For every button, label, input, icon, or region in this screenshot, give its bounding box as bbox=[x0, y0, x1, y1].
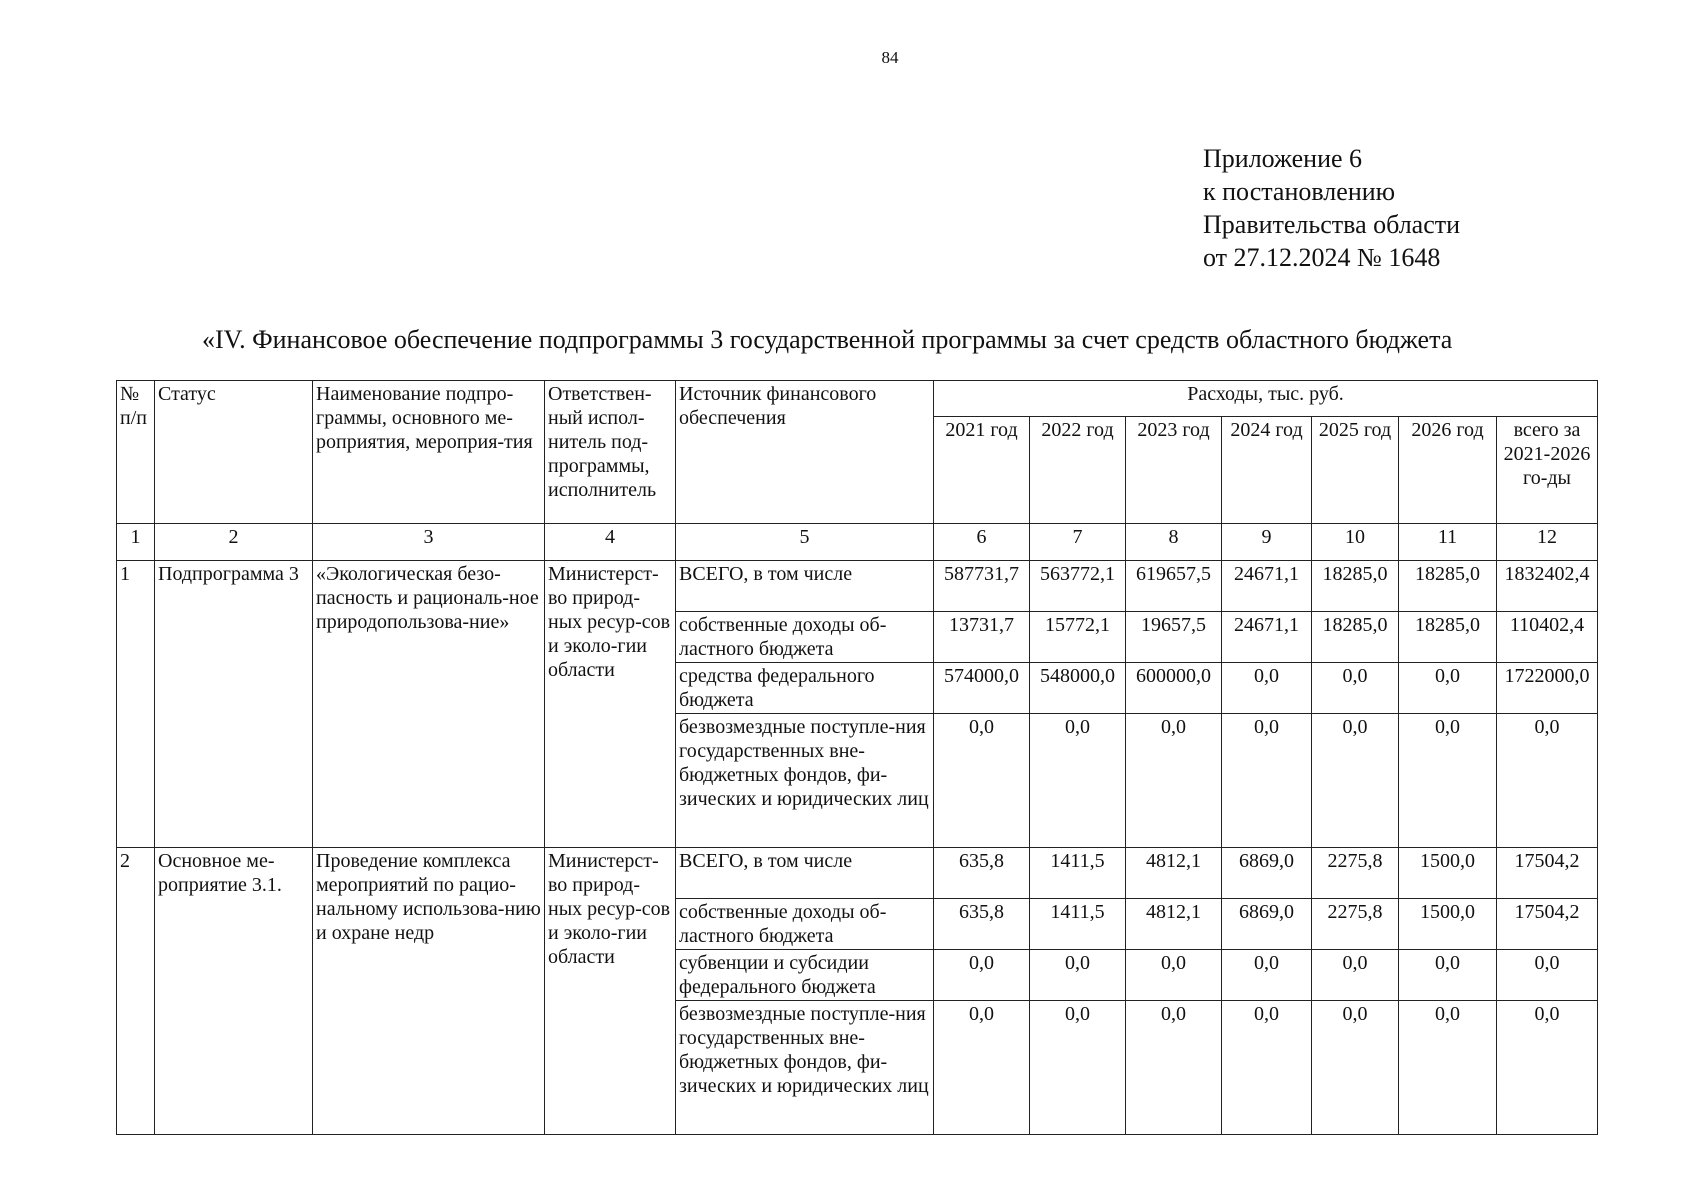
row-value: 0,0 bbox=[1312, 663, 1399, 714]
row-value: 574000,0 bbox=[934, 663, 1030, 714]
page-number: 84 bbox=[881, 48, 899, 67]
row-value: 635,8 bbox=[934, 899, 1030, 950]
row-value: 587731,7 bbox=[934, 561, 1030, 612]
header-year: 2022 год bbox=[1030, 417, 1126, 524]
row-number: 2 bbox=[117, 848, 155, 1135]
row-value: 600000,0 bbox=[1126, 663, 1222, 714]
row-value: 1411,5 bbox=[1030, 848, 1126, 899]
row-value: 17504,2 bbox=[1497, 848, 1598, 899]
row-value: 0,0 bbox=[1030, 1001, 1126, 1135]
row-source: безвозмездные поступле-ния государственных вне-бюджетных фондов, фи-зических и юридических лиц bbox=[676, 1001, 934, 1135]
row-value: 0,0 bbox=[1126, 714, 1222, 848]
row-source: собственные доходы об-ластного бюджета bbox=[676, 899, 934, 950]
header-year: 2023 год bbox=[1126, 417, 1222, 524]
header-year: 2025 год bbox=[1312, 417, 1399, 524]
row-value: 0,0 bbox=[1222, 950, 1312, 1001]
row-value: 1832402,4 bbox=[1497, 561, 1598, 612]
row-value: 110402,4 bbox=[1497, 612, 1598, 663]
column-index: 12 bbox=[1497, 524, 1598, 561]
header-col-status: Статус bbox=[155, 381, 313, 524]
row-value: 17504,2 bbox=[1497, 899, 1598, 950]
row-value: 0,0 bbox=[1497, 950, 1598, 1001]
row-value: 1500,0 bbox=[1399, 848, 1497, 899]
row-value: 0,0 bbox=[1497, 714, 1598, 848]
row-value: 0,0 bbox=[934, 950, 1030, 1001]
row-value: 19657,5 bbox=[1126, 612, 1222, 663]
column-index: 10 bbox=[1312, 524, 1399, 561]
row-value: 6869,0 bbox=[1222, 899, 1312, 950]
header-col-responsible: Ответствен-ный испол-нитель под-программы, исполнитель bbox=[545, 381, 676, 524]
column-index: 11 bbox=[1399, 524, 1497, 561]
row-value: 0,0 bbox=[1222, 714, 1312, 848]
header-col-no: № п/п bbox=[117, 381, 155, 524]
column-index: 3 bbox=[313, 524, 545, 561]
row-value: 1722000,0 bbox=[1497, 663, 1598, 714]
row-value: 0,0 bbox=[1312, 714, 1399, 848]
row-value: 0,0 bbox=[1399, 1001, 1497, 1135]
header-row bbox=[117, 381, 1598, 417]
row-value: 4812,1 bbox=[1126, 848, 1222, 899]
row-name: Проведение комплекса мероприятий по рацио-нальному использова-нию и охране недр bbox=[313, 848, 545, 1135]
row-name: «Экологическая безо-пасность и рациональ-ное природопользова-ние» bbox=[313, 561, 545, 848]
column-index: 1 bbox=[117, 524, 155, 561]
row-value: 18285,0 bbox=[1312, 561, 1399, 612]
row-source: ВСЕГО, в том числе bbox=[676, 848, 934, 899]
row-source: ВСЕГО, в том числе bbox=[676, 561, 934, 612]
row-value: 563772,1 bbox=[1030, 561, 1126, 612]
row-value: 0,0 bbox=[934, 1001, 1030, 1135]
row-value: 635,8 bbox=[934, 848, 1030, 899]
appendix-line-2: к постановлению bbox=[1203, 177, 1396, 206]
row-value: 0,0 bbox=[1497, 1001, 1598, 1135]
row-value: 1411,5 bbox=[1030, 899, 1126, 950]
row-value: 0,0 bbox=[1399, 950, 1497, 1001]
row-value: 0,0 bbox=[1222, 1001, 1312, 1135]
row-status: Подпрограмма 3 bbox=[155, 561, 313, 848]
document-title: «IV. Финансовое обеспечение подпрограммы 3 государственной программы за счет средств областного бюджета bbox=[202, 325, 1453, 354]
row-value: 24671,1 bbox=[1222, 612, 1312, 663]
row-value: 1500,0 bbox=[1399, 899, 1497, 950]
row-value: 2275,8 bbox=[1312, 899, 1399, 950]
appendix-line-3: Правительства области bbox=[1203, 210, 1461, 239]
row-value: 0,0 bbox=[1222, 663, 1312, 714]
table-row bbox=[117, 848, 1598, 899]
row-responsible: Министерст-во природ-ных ресур-сов и эколо-гии области bbox=[545, 561, 676, 848]
row-value: 0,0 bbox=[1399, 663, 1497, 714]
header-year: 2024 год bbox=[1222, 417, 1312, 524]
row-source: субвенции и субсидии федерального бюджета bbox=[676, 950, 934, 1001]
appendix-line-4: от 27.12.2024 № 1648 bbox=[1203, 243, 1441, 272]
header-col-name: Наименование подпро-граммы, основного ме-роприятия, мероприя-тия bbox=[313, 381, 545, 524]
appendix-line-1: Приложение 6 bbox=[1203, 144, 1363, 173]
appendix-block bbox=[1203, 142, 1460, 274]
header-col-source: Источник финансового обеспечения bbox=[676, 381, 934, 524]
table-row bbox=[117, 561, 1598, 612]
column-index-row bbox=[117, 524, 1598, 561]
column-index: 7 bbox=[1030, 524, 1126, 561]
column-index: 5 bbox=[676, 524, 934, 561]
row-value: 619657,5 bbox=[1126, 561, 1222, 612]
column-index: 4 bbox=[545, 524, 676, 561]
header-expenses: Расходы, тыс. руб. bbox=[934, 381, 1598, 417]
row-value: 0,0 bbox=[1399, 714, 1497, 848]
column-index: 6 bbox=[934, 524, 1030, 561]
row-number: 1 bbox=[117, 561, 155, 848]
column-index: 8 bbox=[1126, 524, 1222, 561]
row-value: 548000,0 bbox=[1030, 663, 1126, 714]
header-year-total: всего за 2021-2026 го-ды bbox=[1497, 417, 1598, 524]
column-index: 9 bbox=[1222, 524, 1312, 561]
header-year: 2026 год bbox=[1399, 417, 1497, 524]
financing-table bbox=[116, 380, 1598, 1135]
row-source: безвозмездные поступле-ния государственных вне-бюджетных фондов, фи-зических и юридических лиц bbox=[676, 714, 934, 848]
row-value: 4812,1 bbox=[1126, 899, 1222, 950]
row-value: 18285,0 bbox=[1399, 612, 1497, 663]
row-value: 0,0 bbox=[1312, 1001, 1399, 1135]
header-year: 2021 год bbox=[934, 417, 1030, 524]
row-value: 0,0 bbox=[1030, 950, 1126, 1001]
row-value: 6869,0 bbox=[1222, 848, 1312, 899]
row-value: 0,0 bbox=[1030, 714, 1126, 848]
row-value: 15772,1 bbox=[1030, 612, 1126, 663]
row-value: 0,0 bbox=[1126, 950, 1222, 1001]
column-index: 2 bbox=[155, 524, 313, 561]
row-responsible: Министерст-во природ-ных ресур-сов и эколо-гии области bbox=[545, 848, 676, 1135]
row-status: Основное ме-роприятие 3.1. bbox=[155, 848, 313, 1135]
row-value: 18285,0 bbox=[1312, 612, 1399, 663]
row-value: 0,0 bbox=[1126, 1001, 1222, 1135]
row-value: 13731,7 bbox=[934, 612, 1030, 663]
row-value: 24671,1 bbox=[1222, 561, 1312, 612]
row-value: 2275,8 bbox=[1312, 848, 1399, 899]
row-source: собственные доходы об-ластного бюджета bbox=[676, 612, 934, 663]
row-value: 0,0 bbox=[1312, 950, 1399, 1001]
row-source: средства федерального бюджета bbox=[676, 663, 934, 714]
row-value: 0,0 bbox=[934, 714, 1030, 848]
row-value: 18285,0 bbox=[1399, 561, 1497, 612]
